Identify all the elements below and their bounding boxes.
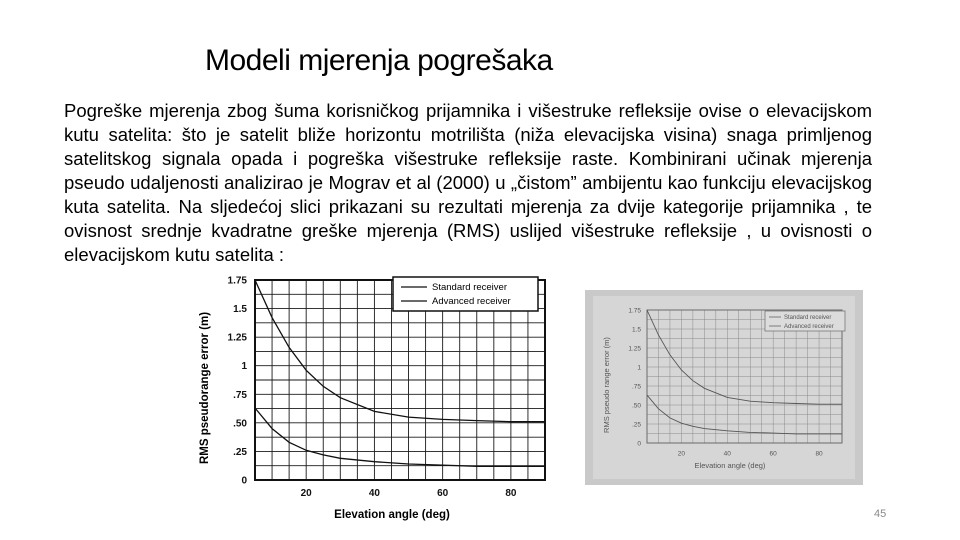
main-x-ticks [301,488,517,499]
main-figure [190,262,560,524]
small-y-tick-label: 1.25 [628,345,641,353]
small-y-tick-label: 1.5 [631,326,641,334]
small-y-tick-label: 1 [637,364,641,372]
small-figure [585,290,863,485]
small-y-tick-label: .50 [631,402,641,410]
small-y-tick-label: 1.75 [628,307,641,315]
small-y-tick-label: .25 [631,421,641,429]
main-y-tick-label: 1 [241,361,247,373]
page-number: 45 [874,508,887,520]
small-legend-standard: Standard receiver [784,315,832,321]
small-chart [585,290,863,485]
slide-title: Modeli mjerenja pogrešaka [205,44,553,77]
small-y-tick-label: .75 [631,383,641,391]
body-paragraph: Pogreške mjerenja zbog šuma korisničkog prijamnika i višestruke refleksije ovise o elevacijskom kutu satelita: što je satelit bliže horizontu motrilišta (niža elevacijska visina) snaga primljenog satelitskog signala opada i pogreška višestruke refleksije raste. Kombinirani učinak mjerenja pseudo udaljenosti analizirao je Mograv et al (2000) u „čistom” ambijentu kao funkciju elevacijskog kuta satelita. Na sljedećoj slici prikazani su rezultati mjerenja za dvije kategorije prijamnika , te ovisnost srednje kvadratne greške mjerenja (RMS) uslijed višestruke refleksije , u ovisnosti o elevacijskom kutu satelita : [64,100,872,265]
main-chart [190,262,560,524]
main-y-tick-label: .75 [233,389,247,401]
main-y-tick-label: 1.25 [227,332,247,344]
small-x-tick-label: 40 [723,450,731,458]
small-y-axis-label: RMS pseudo range error (m) [602,337,611,433]
main-x-tick-label: 60 [437,488,449,499]
small-legend [765,311,845,331]
main-y-tick-label: 1.75 [227,275,247,287]
main-y-ticks [228,276,248,487]
main-y-tick-label: .50 [233,418,247,430]
main-legend-advanced: Advanced receiver [432,296,511,307]
main-y-axis-label: RMS pseudorange error (m) [199,311,211,465]
small-x-tick-label: 20 [677,450,686,458]
main-x-axis-label: Elevation angle (deg) [334,509,450,521]
small-x-tick-label: 60 [769,450,777,458]
main-x-tick-label: 80 [505,488,517,499]
main-y-tick-label: 1.5 [233,304,247,316]
main-x-tick-label: 20 [300,488,312,499]
small-y-tick-label: 0 [637,440,641,448]
main-x-tick-label: 40 [368,488,380,499]
main-legend-standard: Standard receiver [432,282,507,293]
small-x-axis-label: Elevation angle (deg) [694,461,766,470]
main-y-tick-label: 0 [241,475,247,487]
main-y-tick-label: .25 [233,446,247,458]
small-x-tick-label: 80 [815,450,823,458]
small-legend-advanced: Advanced receiver [784,324,834,330]
main-legend [393,277,538,311]
